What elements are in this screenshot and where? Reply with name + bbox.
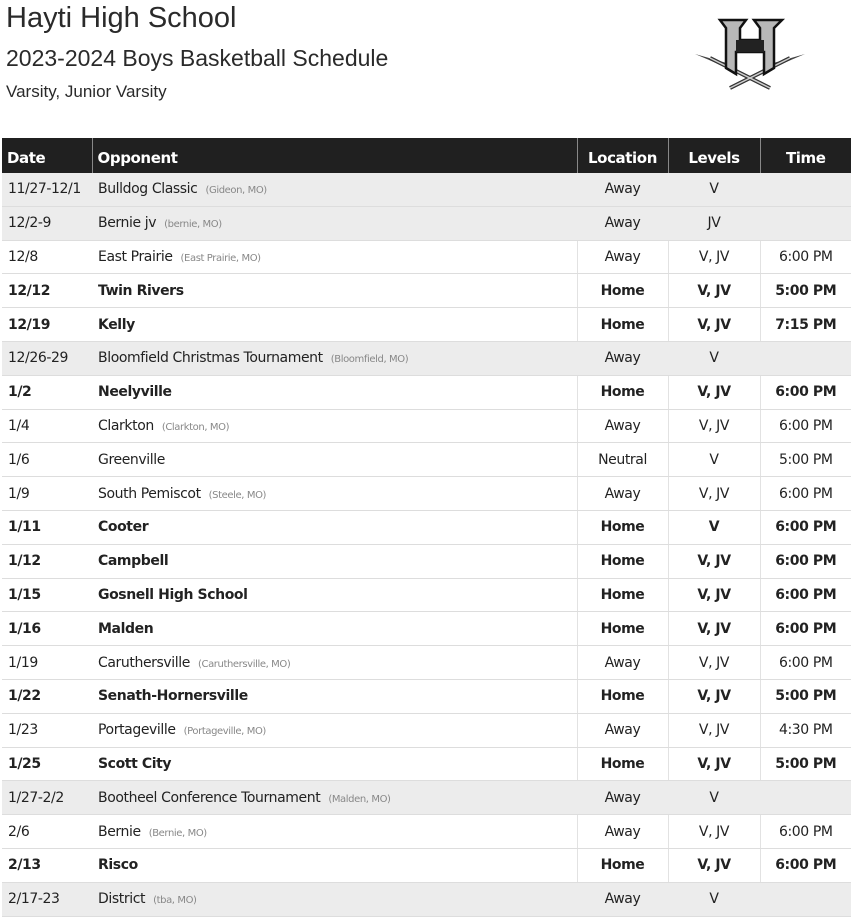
opponent-place: (Clarkton, MO) [161, 421, 230, 433]
date-cell: 2/13 [2, 848, 92, 882]
levels-cell: V [668, 173, 760, 206]
levels-cell: V [668, 341, 760, 375]
table-header-row [2, 138, 851, 173]
opponent-name: Bootheel Conference Tournament [98, 789, 321, 806]
date-cell: 2/6 [2, 815, 92, 849]
levels-cell: V, JV [668, 747, 760, 781]
school-name: Hayti High School [6, 2, 237, 34]
levels-cell: V, JV [668, 578, 760, 612]
opponent-cell [92, 409, 577, 443]
opponent-name: Scott City [98, 755, 172, 772]
date-cell: 12/12 [2, 274, 92, 308]
location-cell: Home [577, 510, 668, 544]
table-row [2, 781, 851, 815]
location-cell: Away [577, 815, 668, 849]
date-cell: 1/9 [2, 477, 92, 511]
table-row [2, 612, 851, 646]
date-cell: 12/8 [2, 240, 92, 274]
opponent-cell [92, 206, 577, 240]
date-cell: 2/17-23 [2, 882, 92, 916]
location-cell: Away [577, 409, 668, 443]
opponent-name: Bernie jv [98, 215, 157, 232]
time-cell: 6:00 PM [760, 544, 851, 578]
location-cell: Away [577, 173, 668, 206]
levels-cell: V, JV [668, 274, 760, 308]
location-cell: Home [577, 612, 668, 646]
date-cell: 1/19 [2, 646, 92, 680]
time-cell [760, 781, 851, 815]
location-cell: Home [577, 308, 668, 342]
location-cell: Away [577, 646, 668, 680]
table-row [2, 274, 851, 308]
time-cell: 5:00 PM [760, 443, 851, 477]
opponent-place: (Bloomfield, MO) [330, 354, 409, 366]
date-cell: 1/27-2/2 [2, 781, 92, 815]
opponent-place: (Portageville, MO) [183, 726, 266, 738]
opponent-place: (East Prairie, MO) [180, 252, 261, 264]
date-cell: 12/19 [2, 308, 92, 342]
time-cell: 5:00 PM [760, 679, 851, 713]
opponent-name: South Pemiscot [98, 485, 201, 502]
time-cell [760, 206, 851, 240]
date-cell: 1/2 [2, 375, 92, 409]
time-cell: 6:00 PM [760, 848, 851, 882]
date-cell: 1/11 [2, 510, 92, 544]
opponent-name: Greenville [98, 451, 165, 468]
date-cell: 1/4 [2, 409, 92, 443]
opponent-name: Twin Rivers [98, 282, 184, 299]
date-cell: 11/27-12/1 [2, 173, 92, 206]
table-row [2, 409, 851, 443]
time-cell: 6:00 PM [760, 578, 851, 612]
header-time: Time [760, 138, 851, 173]
levels-cell: V, JV [668, 375, 760, 409]
opponent-name: Kelly [98, 316, 135, 333]
date-cell: 12/26-29 [2, 341, 92, 375]
opponent-name: Cooter [98, 519, 149, 536]
time-cell: 6:00 PM [760, 612, 851, 646]
time-cell: 4:30 PM [760, 713, 851, 747]
table-row [2, 240, 851, 274]
opponent-cell [92, 882, 577, 916]
table-row [2, 646, 851, 680]
time-cell: 6:00 PM [760, 510, 851, 544]
opponent-name: Bloomfield Christmas Tournament [98, 350, 323, 367]
opponent-name: Malden [98, 620, 154, 637]
levels-cell: V [668, 882, 760, 916]
opponent-name: Clarkton [98, 417, 154, 434]
opponent-cell [92, 443, 577, 477]
location-cell: Away [577, 341, 668, 375]
opponent-name: Portageville [98, 722, 176, 739]
opponent-name: Gosnell High School [98, 586, 248, 603]
levels-cell: V, JV [668, 409, 760, 443]
location-cell: Home [577, 578, 668, 612]
time-cell [760, 882, 851, 916]
opponent-cell [92, 578, 577, 612]
opponent-name: Bernie [98, 823, 141, 840]
schedule-title: 2023-2024 Boys Basketball Schedule [6, 45, 389, 71]
time-cell: 6:00 PM [760, 815, 851, 849]
opponent-place: (Malden, MO) [328, 793, 391, 805]
levels-cell: V, JV [668, 646, 760, 680]
table-row [2, 510, 851, 544]
opponent-name: East Prairie [98, 248, 173, 265]
table-row [2, 544, 851, 578]
levels-cell: V, JV [668, 544, 760, 578]
table-row [2, 206, 851, 240]
levels-cell: V [668, 510, 760, 544]
location-cell: Home [577, 747, 668, 781]
date-cell: 12/2-9 [2, 206, 92, 240]
time-cell: 6:00 PM [760, 477, 851, 511]
levels-cell: V, JV [668, 848, 760, 882]
opponent-cell [92, 375, 577, 409]
table-row [2, 443, 851, 477]
date-cell: 1/25 [2, 747, 92, 781]
table-row [2, 477, 851, 511]
table-row [2, 882, 851, 916]
opponent-cell [92, 240, 577, 274]
opponent-cell [92, 781, 577, 815]
header-opponent: Opponent [92, 138, 577, 173]
schedule-table [2, 138, 851, 917]
table-row [2, 848, 851, 882]
opponent-cell [92, 341, 577, 375]
table-row [2, 173, 851, 206]
levels-cell: V, JV [668, 308, 760, 342]
header-date: Date [2, 138, 92, 173]
opponent-cell [92, 612, 577, 646]
opponent-name: Caruthersville [98, 654, 190, 671]
opponent-cell [92, 477, 577, 511]
opponent-name: Bulldog Classic [98, 181, 198, 198]
opponent-cell [92, 544, 577, 578]
location-cell: Neutral [577, 443, 668, 477]
date-cell: 1/12 [2, 544, 92, 578]
opponent-place: (tba, MO) [153, 895, 197, 907]
levels-subtitle: Varsity, Junior Varsity [6, 82, 167, 101]
location-cell: Home [577, 375, 668, 409]
time-cell: 6:00 PM [760, 409, 851, 443]
opponent-name: Senath-Hornersville [98, 688, 248, 705]
location-cell: Away [577, 240, 668, 274]
table-row [2, 578, 851, 612]
time-cell [760, 173, 851, 206]
table-row [2, 815, 851, 849]
time-cell [760, 341, 851, 375]
opponent-place: (Bernie, MO) [148, 827, 207, 839]
levels-cell: V, JV [668, 477, 760, 511]
date-cell: 1/6 [2, 443, 92, 477]
table-row [2, 341, 851, 375]
opponent-cell [92, 510, 577, 544]
date-cell: 1/22 [2, 679, 92, 713]
time-cell: 5:00 PM [760, 274, 851, 308]
time-cell: 6:00 PM [760, 240, 851, 274]
time-cell: 6:00 PM [760, 375, 851, 409]
levels-cell: V, JV [668, 815, 760, 849]
table-row [2, 747, 851, 781]
opponent-cell [92, 308, 577, 342]
school-logo-icon [690, 12, 810, 92]
opponent-cell [92, 274, 577, 308]
opponent-place: (Caruthersville, MO) [197, 658, 291, 670]
levels-cell: V, JV [668, 612, 760, 646]
opponent-name: Risco [98, 857, 138, 874]
location-cell: Home [577, 848, 668, 882]
opponent-place: (Gideon, MO) [205, 185, 267, 197]
opponent-place: (Steele, MO) [208, 489, 267, 501]
levels-cell: V, JV [668, 713, 760, 747]
levels-cell: V, JV [668, 240, 760, 274]
levels-cell: V [668, 443, 760, 477]
header-location: Location [577, 138, 668, 173]
opponent-cell [92, 747, 577, 781]
opponent-cell [92, 815, 577, 849]
opponent-cell [92, 679, 577, 713]
location-cell: Away [577, 713, 668, 747]
location-cell: Away [577, 882, 668, 916]
table-row [2, 713, 851, 747]
time-cell: 7:15 PM [760, 308, 851, 342]
opponent-place: (bernie, MO) [164, 219, 222, 231]
time-cell: 5:00 PM [760, 747, 851, 781]
table-row [2, 308, 851, 342]
opponent-cell [92, 173, 577, 206]
date-cell: 1/23 [2, 713, 92, 747]
opponent-name: Campbell [98, 553, 169, 570]
opponent-name: District [98, 891, 146, 908]
location-cell: Home [577, 544, 668, 578]
levels-cell: JV [668, 206, 760, 240]
levels-cell: V, JV [668, 679, 760, 713]
header-levels: Levels [668, 138, 760, 173]
opponent-name: Neelyville [98, 384, 172, 401]
location-cell: Home [577, 274, 668, 308]
table-row [2, 375, 851, 409]
date-cell: 1/15 [2, 578, 92, 612]
time-cell: 6:00 PM [760, 646, 851, 680]
location-cell: Home [577, 679, 668, 713]
levels-cell: V [668, 781, 760, 815]
opponent-cell [92, 713, 577, 747]
location-cell: Away [577, 781, 668, 815]
location-cell: Away [577, 477, 668, 511]
table-row [2, 679, 851, 713]
date-cell: 1/16 [2, 612, 92, 646]
location-cell: Away [577, 206, 668, 240]
opponent-cell [92, 848, 577, 882]
opponent-cell [92, 646, 577, 680]
